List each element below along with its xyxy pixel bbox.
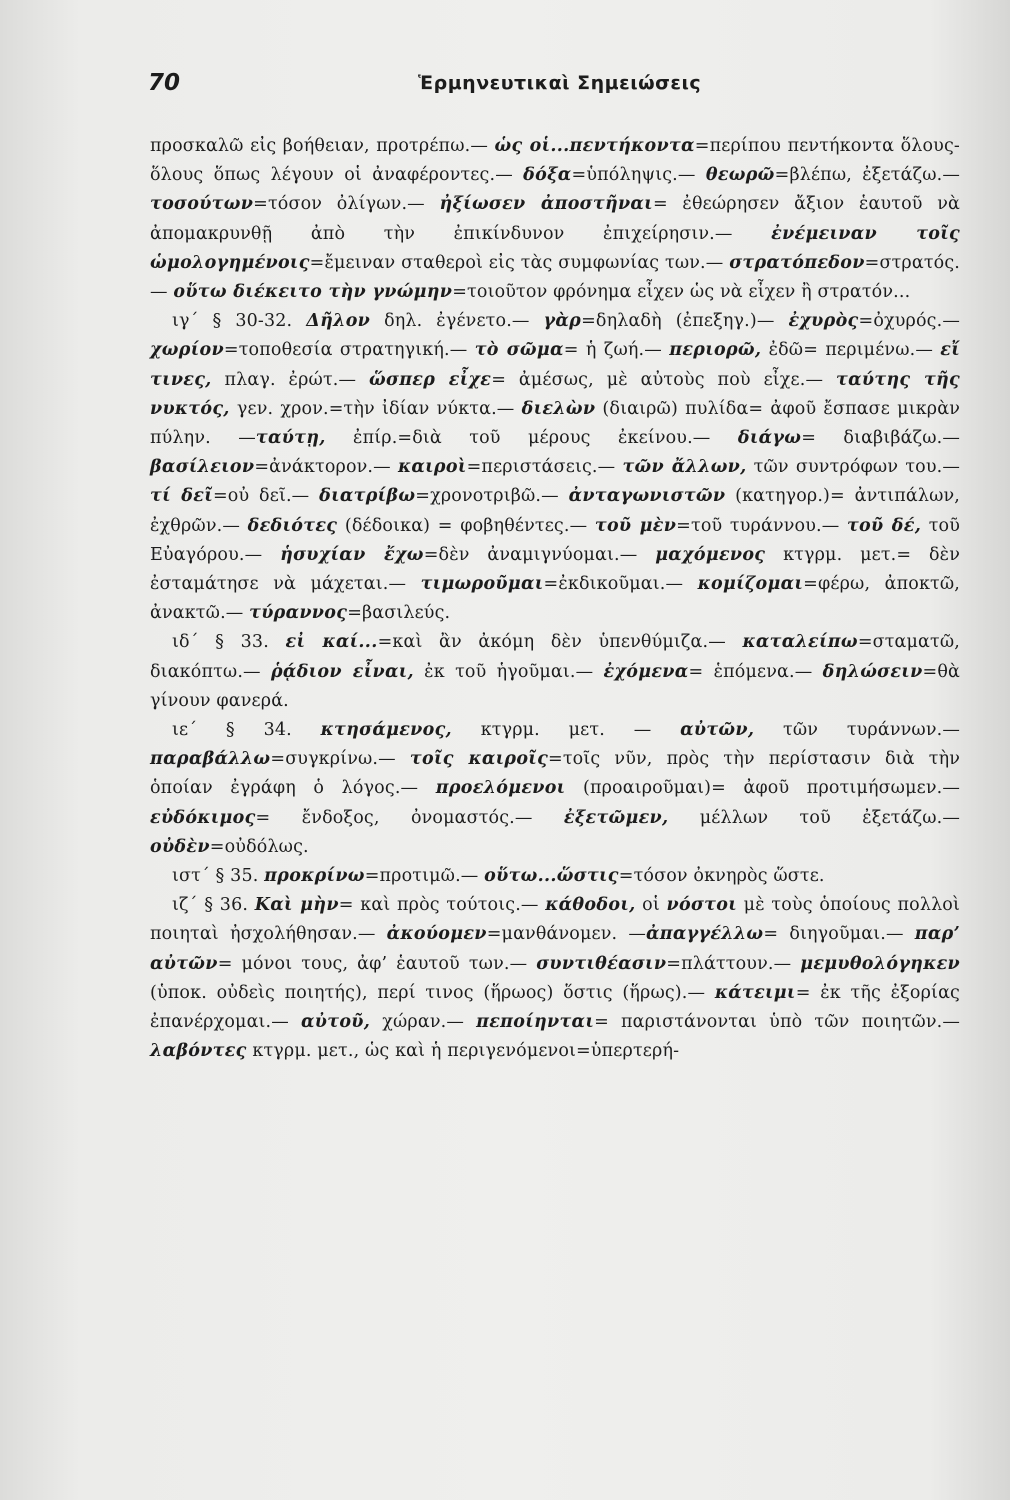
gloss-text: τοῦ Εὐαγόρου.— <box>150 515 961 565</box>
gloss-text: =δὲν ἀναμιγνύομαι.— <box>423 544 656 565</box>
gloss-text: = ἐκ τῆς ἐξορίας ἐπανέρχομαι.— <box>150 982 960 1033</box>
lemma: παραβάλλω <box>150 749 271 770</box>
gloss-text: = καὶ πρὸς τούτοις.— <box>338 895 546 916</box>
lemma: ἐξετῶμεν, <box>563 807 669 828</box>
lemma: τοῦ μὲν <box>594 515 677 536</box>
lemma: κάτειμι <box>714 982 796 1003</box>
gloss-text: =σταματῶ, διακόπτω.— <box>150 632 960 682</box>
gloss-text: =περιστάσεις.— <box>466 457 623 478</box>
lemma: αὐτοῦ, <box>301 1012 371 1033</box>
gloss-text: μέλλων τοῦ ἐξετάζω.— <box>668 807 960 828</box>
lemma: διελὼν <box>521 398 596 419</box>
gloss-text: = ἡ ζωή.— <box>563 340 670 361</box>
lemma: ἐχόμενα <box>603 661 689 682</box>
gloss-text: =βασιλεύς. <box>347 603 451 624</box>
lemma: οὐδὲν <box>150 836 210 857</box>
lemma: τύραννος <box>249 603 348 624</box>
gloss-text: = ἀμέσως, μὲ αὐτοὺς ποὺ εἶχε.— <box>491 369 837 390</box>
lemma: διάγω <box>737 428 802 449</box>
lemma: προκρίνω <box>264 866 365 887</box>
gloss-text: =ὀχυρός.— <box>858 311 960 332</box>
gloss-text: = παριστάνονται ὑπὸ τῶν ποιητῶν.— <box>594 1012 960 1033</box>
gloss-text: γεν. χρον.=τὴν ἰδίαν νύκτα.— <box>229 398 522 419</box>
gloss-text: μὲ τοὺς ὁποίους πολλοὶ ποιηταὶ ἠσχολήθησαν.— <box>150 895 961 945</box>
lemma: κομίζομαι <box>697 574 804 595</box>
gloss-text: =οὐ δεῖ.— <box>212 486 320 507</box>
gloss-text: κτγρμ. μετ.= δὲν ἐσταμάτησε νὰ μάχεται.— <box>150 544 961 595</box>
lemma: Δῆλον <box>306 311 371 332</box>
page-number: 70 <box>148 70 181 96</box>
commentary-body <box>150 132 960 1067</box>
gloss-text: = μόνοι τους, ἀφ’ ἑαυτοῦ των.— <box>217 953 537 974</box>
gloss-text: =μανθάνομεν. — <box>486 924 646 945</box>
gloss-text: =ἔμειναν σταθεροὶ εἰς τὰς συμφωνίας των.— <box>309 252 730 273</box>
lemma: περιορῶ, <box>669 340 762 361</box>
lemma: ταύτης τῆς νυκτός, <box>150 369 960 419</box>
gloss-text: =ἀνάκτορον.— <box>254 457 398 478</box>
lemma: συντιθέασιν <box>536 953 667 974</box>
page-header <box>148 70 860 110</box>
lemma: ἐχυρὸς <box>788 311 859 332</box>
lemma: τοῦ δέ, <box>846 515 922 536</box>
gloss-text: =πλάττουν.— <box>666 953 801 974</box>
gloss-text: (προαιροῦμαι)= ἀφοῦ προτιμήσωμεν.— <box>565 778 960 799</box>
commentary-paragraph <box>150 132 960 307</box>
gloss-text: =συγκρίνω.— <box>270 749 410 770</box>
lemma: εἰ καί... <box>285 632 378 653</box>
gloss-text: =τοποθεσία στρατηγική.— <box>223 340 475 361</box>
gloss-text: προσκαλῶ εἰς βοήθειαν, προτρέπω.— <box>150 136 495 156</box>
lemma: καιροὶ <box>397 457 467 478</box>
gloss-text: (ὑποκ. οὐδεὶς ποιητής), περί τινος (ἥρωος) ὅστις (ἥρως).— <box>150 982 715 1003</box>
lemma: οὕτω...ὥστις <box>484 866 619 887</box>
gloss-text: =τοῖς νῦν, πρὸς τὴν περίστασιν διὰ τὴν ὁποίαν ἐγράφη ὁ λόγος.— <box>150 749 960 799</box>
lemma: ὡς οἱ...πεντήκοντα <box>494 136 695 156</box>
gloss-text: κτγρμ. μετ., ὡς καὶ ἡ περιγενόμενοι=ὑπερτερή- <box>246 1041 680 1062</box>
lemma: πεποίηνται <box>476 1012 595 1033</box>
gloss-text: =τοιοῦτον φρόνημα εἶχεν ὡς νὰ εἶχεν ἢ στρατόν... <box>452 282 911 303</box>
gloss-text: = ἐθεώρησεν ἄξιον ἑαυτοῦ νὰ ἀπομακρυνθῇ ἀπὸ τὴν ἐπικίνδυνον ἐπιχείρησιν.— <box>150 194 960 244</box>
lemma: μεμυθολόγηκεν <box>800 953 960 974</box>
gloss-text: ἐδῶ= περιμένω.— <box>761 340 941 361</box>
lemma: εὐδόκιμος <box>150 807 256 828</box>
gloss-text: οἱ <box>635 895 667 916</box>
lemma: τὸ σῶμα <box>474 340 564 361</box>
lemma: παρ’ αὐτῶν <box>150 924 960 974</box>
lemma: μαχόμενος <box>655 544 766 565</box>
lemma: ἀκούομεν <box>386 924 487 945</box>
gloss-text: χώραν.— <box>370 1012 477 1033</box>
gloss-text: =οὐδόλως. <box>209 836 309 857</box>
gloss-text: (διαιρῶ) πυλίδα= ἀφοῦ ἔσπασε μικρὰν πύλην. — <box>150 398 960 449</box>
gloss-text: =βλέπω, ἐξετάζω.— <box>774 165 960 186</box>
gloss-text: =ἐκδικοῦμαι.— <box>543 574 698 595</box>
gloss-text: ιστ´ § 35. <box>172 866 265 887</box>
lemma: ἐνέμειναν τοῖς ὡμολογημένοις <box>150 223 960 273</box>
gloss-text: = διηγοῦμαι.— <box>763 924 915 945</box>
lemma: οὕτω διέκειτο τὴν γνώμην <box>173 282 453 303</box>
lemma: τοῖς καιροῖς <box>409 749 549 770</box>
gloss-text: κτγρμ. μετ. — <box>451 720 681 741</box>
gloss-text: ἐκ τοῦ ἡγοῦμαι.— <box>413 661 604 682</box>
gloss-text: ιδ´ § 33. <box>172 632 286 653</box>
gloss-text: =δηλαδὴ (ἐπεξηγ.)— <box>581 311 789 332</box>
lemma: θεωρῶ <box>705 165 775 186</box>
lemma: στρατόπεδον <box>729 252 865 273</box>
lemma: ἠξίωσεν ἀποστῆναι <box>439 194 653 215</box>
lemma: λαβόντες <box>150 1041 247 1062</box>
lemma: ἡσυχίαν ἔχω <box>280 544 424 565</box>
gloss-text: ιε´ § 34. <box>172 720 321 741</box>
running-title: Ἑρμηνευτικαὶ Σημειώσεις <box>418 72 702 94</box>
lemma: αὐτῶν, <box>680 720 755 741</box>
gloss-text: =φέρω, ἀποκτῶ, ἀνακτῶ.— <box>150 574 961 624</box>
gloss-text: ἐπίρ.=διὰ τοῦ μέρους ἐκείνου.— <box>325 428 738 449</box>
lemma: δηλώσειν <box>822 661 923 682</box>
lemma: κάθοδοι, <box>545 895 636 916</box>
gloss-text: δηλ. ἐγένετο.— <box>370 311 544 332</box>
gloss-text: (δέδοικα) = φοβηθέντες.— <box>337 515 595 536</box>
lemma: ὥσπερ εἶχε <box>369 369 492 390</box>
gloss-text: = ἑπόμενα.— <box>688 661 823 682</box>
gloss-text: =στρατός.— <box>150 252 960 303</box>
lemma: κτησάμενος, <box>320 720 452 741</box>
lemma: νόστοι <box>666 895 737 916</box>
lemma: ῥᾴδιον εἶναι, <box>270 661 414 682</box>
lemma: τοσούτων <box>150 194 254 215</box>
gloss-text: =καὶ ἂν ἀκόμη δὲν ὑπενθύμιζα.— <box>377 632 743 653</box>
lemma: ταύτῃ, <box>255 428 326 449</box>
commentary-paragraph <box>150 307 960 628</box>
gloss-text: =προτιμῶ.— <box>364 866 485 887</box>
gloss-text: =ὑπόληψις.— <box>571 165 706 186</box>
lemma: γὰρ <box>543 311 582 332</box>
gloss-text: (κατηγορ.)= ἀντιπάλων, ἐχθρῶν.— <box>150 486 960 536</box>
lemma: διατρίβω <box>319 486 416 507</box>
lemma: τῶν ἄλλων, <box>622 457 747 478</box>
gloss-text: =χρονοτριβῶ.— <box>415 486 569 507</box>
gloss-text: τῶν συντρόφων του.— <box>746 457 960 478</box>
lemma: τιμωροῦμαι <box>420 574 544 595</box>
gloss-text: =περίπου πεντήκοντα ὅλους-ὅλους ὅπως λέγουν οἱ ἀναφέροντες.— <box>150 136 960 186</box>
lemma: τί δεῖ <box>150 486 213 507</box>
gloss-text: ιγ´ § 30-32. <box>172 311 307 332</box>
lemma: δεδιότες <box>247 515 338 536</box>
lemma: δόξα <box>523 165 572 186</box>
gloss-text: =τόσον ὀλίγων.— <box>253 194 440 215</box>
commentary-paragraph <box>150 628 960 716</box>
gloss-text: =θὰ γίνουν φανερά. <box>150 661 960 711</box>
gloss-text: πλαγ. ἐρώτ.— <box>211 369 370 390</box>
lemma: βασίλειον <box>150 457 255 478</box>
gloss-text: =τοῦ τυράννου.— <box>676 515 847 536</box>
gloss-text: = διαβιβάζω.— <box>801 428 960 449</box>
lemma: εἴ τινες, <box>150 340 961 390</box>
gloss-text: = ἔνδοξος, ὀνομαστός.— <box>255 807 564 828</box>
lemma: ἀνταγωνιστῶν <box>568 486 726 507</box>
gloss-text: ιζ´ § 36. <box>172 895 255 916</box>
commentary-paragraph <box>150 891 960 1066</box>
gloss-text: τῶν τυράννων.— <box>754 720 960 741</box>
lemma: καταλείπω <box>742 632 858 653</box>
lemma: χωρίον <box>150 340 224 361</box>
lemma: Καὶ μὴν <box>254 895 339 916</box>
lemma: ἀπαγγέλλω <box>646 924 764 945</box>
commentary-paragraph <box>150 862 960 891</box>
gloss-text: =τόσον ὀκνηρὸς ὥστε. <box>618 866 825 887</box>
lemma: προελόμενοι <box>435 778 566 799</box>
commentary-paragraph <box>150 716 960 862</box>
